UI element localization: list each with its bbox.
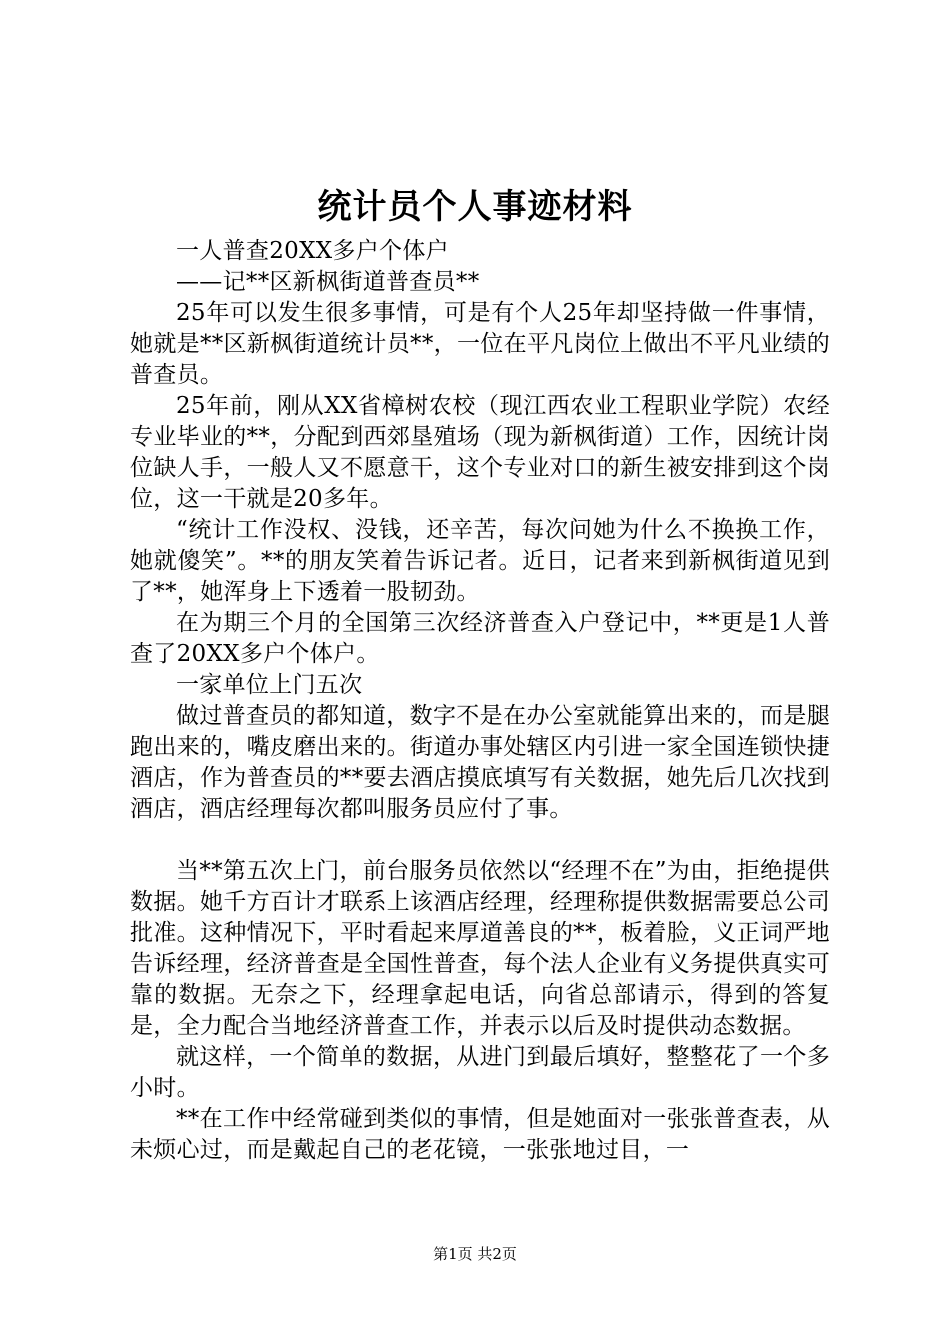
paragraph: **在工作中经常碰到类似的事情，但是她面对一张张普查表，从未烦心过，而是戴起自己的老花镜，一张张地过目，一 <box>130 1106 830 1163</box>
page-number-footer: 第1页 共2页 <box>433 1245 517 1263</box>
document-title: 统计员个人事迹材料 <box>317 187 633 227</box>
paragraph: 25年前，刚从XX省樟树农校（现江西农业工程职业学院）农经专业毕业的**，分配到西郊垦殖场（现为新枫街道）工作，因统计岗位缺人手，一般人又不愿意干，这个专业对口的新生被安排到这个岗位，这一干就是20多年。 <box>130 393 830 512</box>
paragraph-byline: ——记**区新枫街道普查员** <box>176 269 480 295</box>
paragraph-subtitle: 一人普查20XX多户个体户 <box>176 238 449 264</box>
paragraph: 就这样，一个简单的数据，从进门到最后填好，整整花了一个多小时。 <box>130 1044 830 1101</box>
paragraph: 当**第五次上门，前台服务员依然以“经理不在”为由，拒绝提供数据。她千方百计才联系上该酒店经理，经理称提供数据需要总公司批准。这种情况下，平时看起来厚道善良的**，板着脸，义正词严地告诉经理，经济普查是全国性普查，每个法人企业有义务提供真实可靠的数据。无奈之下，经理拿起电话，向省总部请示，得到的答复是，全力配合当地经济普查工作，并表示以后及时提供动态数据。 <box>130 858 830 1039</box>
paragraph: 25年可以发生很多事情，可是有个人25年却坚持做一件事情，她就是**区新枫街道统计员**，一位在平凡岗位上做出不平凡业绩的普查员。 <box>130 300 830 388</box>
blank-line <box>130 825 830 856</box>
document-body <box>130 236 830 1166</box>
section-heading: 一家单位上门五次 <box>176 672 363 698</box>
paragraph: “统计工作没权、没钱，还辛苦，每次问她为什么不换换工作，她就傻笑”。**的朋友笑着告诉记者。近日，记者来到新枫街道见到了**，她浑身上下透着一股韧劲。 <box>130 517 830 605</box>
paragraph: 做过普查员的都知道，数字不是在办公室就能算出来的，而是腿跑出来的，嘴皮磨出来的。街道办事处辖区内引进一家全国连锁快捷酒店，作为普查员的**要去酒店摸底填写有关数据，她先后几次找到酒店，酒店经理每次都叫服务员应付了事。 <box>130 703 830 822</box>
paragraph: 在为期三个月的全国第三次经济普查入户登记中，**更是1人普查了20XX多户个体户。 <box>130 610 830 667</box>
